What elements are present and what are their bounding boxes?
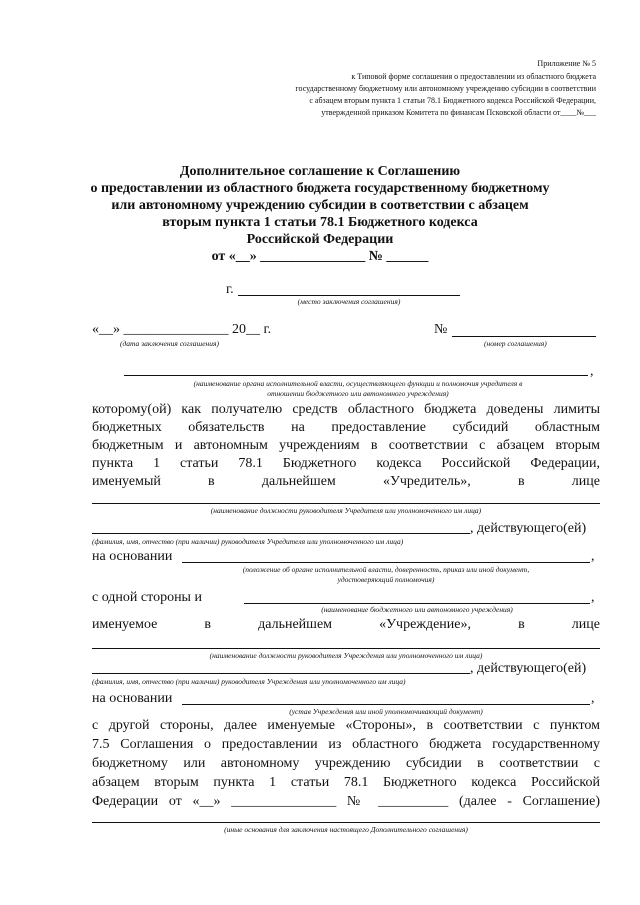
body-line: пункта 1 статьи 78.1 Бюджетного кодекса Российской Федерации, xyxy=(92,456,600,471)
inst-position-blank[interactable] xyxy=(92,648,600,649)
inst-position-caption: (наименование должности руководителя Учреждения или уполномоченного им лица) xyxy=(209,651,483,660)
comma: , xyxy=(591,549,595,564)
inst-basis-caption: (устав Учреждения или иной уполномочивающий документ) xyxy=(289,707,483,716)
doc-title-line: вторым пункта 1 статьи 78.1 Бюджетного кодекса xyxy=(162,215,478,230)
city-prefix: г. xyxy=(226,282,234,297)
agreement-date: «__» _______________ 20__ г. xyxy=(92,322,272,337)
number-blank[interactable] xyxy=(452,336,596,337)
founder-name-caption: (фамилия, имя, отчество (при наличии) руководителя Учредителя или уполномоченного им лица) xyxy=(92,537,404,546)
doc-title-line: Дополнительное соглашение к Соглашению xyxy=(179,164,461,179)
founder-basis-caption: удостоверяющий полномочия) xyxy=(337,575,435,584)
doc-title-line: о предоставлении из областного бюджета государственному бюджетному xyxy=(90,181,550,196)
body-line: Федерации от «__» _______________ № __________ (далее - Соглашение) xyxy=(92,794,600,809)
body-line: которому(ой) как получателю средств областного бюджета доведены лимиты xyxy=(92,402,600,417)
place-blank[interactable] xyxy=(238,295,460,296)
header-line: утвержденной приказом Комитета по финансам Псковской области от____№___ xyxy=(321,108,596,117)
institution-caption: (наименование бюджетного или автономного учреждения) xyxy=(321,605,513,614)
appendix-number: Приложение № 5 xyxy=(537,59,596,68)
inst-name-caption: (фамилия, имя, отчество (при наличии) руководителя Учреждения или уполномоченного им лица) xyxy=(92,677,406,686)
doc-title-line: Российской Федерации xyxy=(246,232,394,247)
number-caption: (номер соглашения) xyxy=(484,339,547,348)
acting-text: , действующего(ей) xyxy=(470,521,587,536)
organ-comma: , xyxy=(590,364,594,379)
organ-blank[interactable] xyxy=(124,375,588,376)
header-line: государственному бюджетному или автономному учреждению субсидии в соответствии xyxy=(295,84,596,93)
on-basis-text: на основании xyxy=(92,691,173,706)
founder-position-caption: (наименование должности руководителя Учредителя или уполномоченного им лица) xyxy=(210,506,482,515)
doc-title-date-number: от «__» _______________ № ______ xyxy=(211,249,429,264)
institution-blank[interactable] xyxy=(244,603,590,604)
comma: , xyxy=(591,590,595,605)
body-line: 7.5 Соглашения о предоставлении из областного бюджета государственному xyxy=(92,737,600,752)
number-prefix: № xyxy=(434,322,448,337)
first-side-text: с одной стороны и xyxy=(92,590,202,605)
founder-basis-caption: (положение об органе исполнительной власти, доверенность, приказ или иной документ, xyxy=(242,565,530,574)
comma: , xyxy=(591,691,595,706)
inst-name-blank[interactable] xyxy=(92,673,470,674)
body-line: бюджетным и автономным учреждениям в соответствии с абзацем вторым xyxy=(92,438,600,453)
header-line: с абзацем вторым пункта 1 статьи 78.1 Бюджетного кодекса Российской Федерации, xyxy=(309,96,596,105)
body-line: абзацем вторым пункта 1 статьи 78.1 Бюджетного кодекса Российской xyxy=(92,775,600,790)
founder-basis-blank[interactable] xyxy=(182,562,590,563)
body-line: бюджетному или автономному учреждению субсидии в соответствии с xyxy=(92,756,600,771)
header-line: к Типовой форме соглашения о предоставлении из областного бюджета xyxy=(351,72,596,81)
founder-name-blank[interactable] xyxy=(92,533,470,534)
acting-text: , действующего(ей) xyxy=(470,661,587,676)
body-line: бюджетных обязательств на предоставление субсидий областным xyxy=(92,420,600,435)
date-caption: (дата заключения соглашения) xyxy=(120,339,219,348)
organ-caption: отношении бюджетного или автономного учреждения) xyxy=(267,389,449,398)
other-grounds-caption: (иные основания для заключения настоящего Дополнительного соглашения) xyxy=(224,825,468,834)
place-caption: (место заключения соглашения) xyxy=(297,297,401,306)
doc-title-line: или автономному учреждению субсидии в соответствии с абзацем xyxy=(111,198,529,213)
body-line: именуемый в дальнейшем «Учредитель», в лице xyxy=(92,474,600,489)
inst-basis-blank[interactable] xyxy=(182,704,590,705)
body-line: с другой стороны, далее именуемые «Стороны», в соответствии с пунктом xyxy=(92,718,600,733)
on-basis-text: на основании xyxy=(92,549,173,564)
other-grounds-blank[interactable] xyxy=(92,822,600,823)
organ-caption: (наименование органа исполнительной власти, осуществляющего функции и полномочия учредителя в xyxy=(193,379,523,388)
body-line: именуемое в дальнейшем «Учреждение», в лице xyxy=(92,617,600,632)
founder-position-blank[interactable] xyxy=(92,503,600,504)
